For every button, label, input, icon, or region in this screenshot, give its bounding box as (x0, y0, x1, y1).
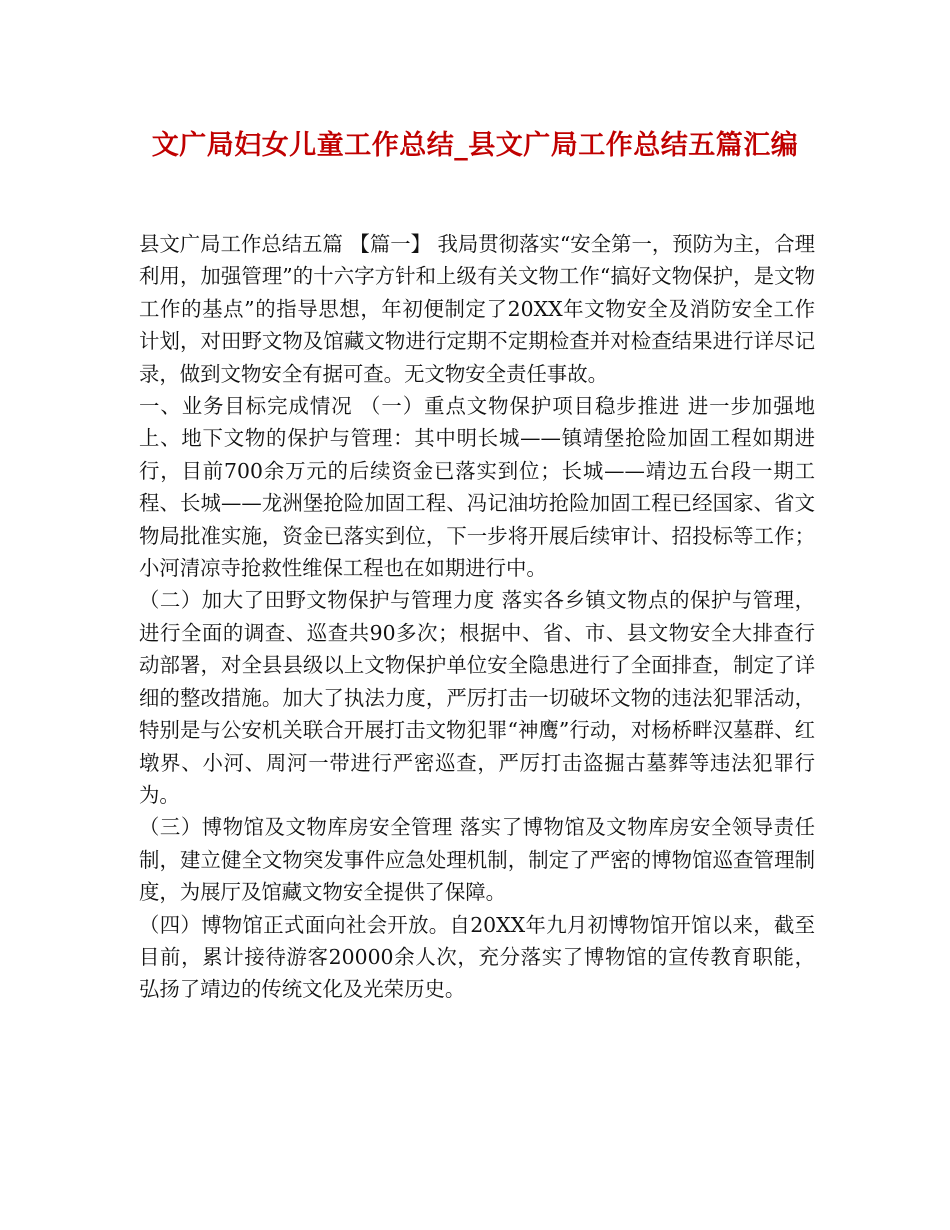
paragraph-section-2: （二）加大了田野文物保护与管理力度 落实各乡镇文物点的保护与管理，进行全面的调查、巡查共90多次；根据中、省、市、县文物安全大排查行动部署，对全县县级以上文物保护单位安全隐患进行了全面排查，制定了详细的整改措施。加大了执法力度，严厉打击一切破坏文物的违法犯罪活动，特别是与公安机关联合开展打击文物犯罪“神鹰”行动，对杨桥畔汉墓群、红墩界、小河、周河一带进行严密巡查，严厉打击盗掘古墓葬等违法犯罪行为。 (139, 588, 815, 807)
paragraph-intro: 县文广局工作总结五篇 【篇一】 我局贯彻落实“安全第一，预防为主，合理利用，加强管理”的十六字方针和上级有关文物工作“搞好文物保护，是文物工作的基点”的指导思想，年初便制定了20XX年文物安全及消防安全工作计划，对田野文物及馆藏文物进行定期不定期检查并对检查结果进行详尽记录，做到文物安全有据可查。无文物安全责任事故。 (139, 232, 815, 386)
document-title: 文广局妇女儿童工作总结_县文广局工作总结五篇汇编 (151, 130, 799, 161)
document-body (139, 228, 815, 1006)
paragraph-section-1: 一、业务目标完成情况 （一）重点文物保护项目稳步推进 进一步加强地上、地下文物的保护与管理：其中明长城——镇靖堡抢险加固工程如期进行，目前700余万元的后续资金已落实到位；长城——靖边五台段一期工程、长城——龙洲堡抢险加固工程、冯记油坊抢险加固工程已经国家、省文物局批准实施，资金已落实到位，下一步将开展后续审计、招投标等工作；小河清凉寺抢救性维保工程也在如期进行中。 (139, 394, 815, 581)
paragraph-section-3: （三）博物馆及文物库房安全管理 落实了博物馆及文物库房安全领导责任制，建立健全文物突发事件应急处理机制，制定了严密的博物馆巡查管理制度，为展厅及馆藏文物安全提供了保障。 (139, 815, 815, 905)
paragraph-section-4: （四）博物馆正式面向社会开放。自20XX年九月初博物馆开馆以来，截至目前，累计接待游客20000余人次，充分落实了博物馆的宣传教育职能，弘扬了靖边的传统文化及光荣历史。 (139, 912, 815, 1002)
